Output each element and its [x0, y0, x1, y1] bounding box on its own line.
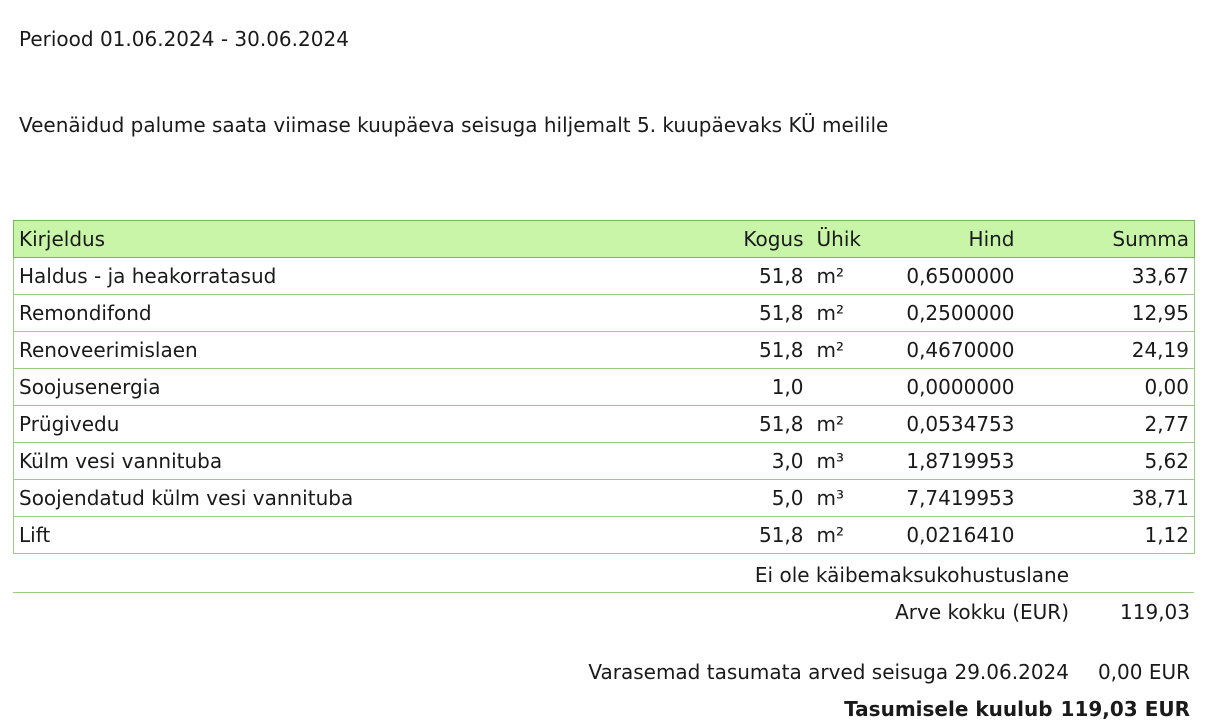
item-sum: 38,71 [1020, 480, 1195, 517]
header-sum: Summa [1020, 221, 1195, 258]
table-row [14, 369, 1195, 406]
amount-due [844, 697, 1190, 721]
item-quantity: 51,8 [614, 295, 809, 332]
item-unit [809, 369, 895, 406]
table-row [14, 332, 1195, 369]
item-description: Remondifond [14, 295, 614, 332]
table-row [14, 480, 1195, 517]
invoice-total-label: Arve kokku (EUR) [895, 600, 1069, 624]
item-quantity: 51,8 [614, 258, 809, 295]
item-unit: m² [809, 258, 895, 295]
previous-unpaid-value: 0,00 EUR [1097, 660, 1190, 684]
header-price: Hind [895, 221, 1020, 258]
item-unit: m² [809, 295, 895, 332]
item-sum: 24,19 [1020, 332, 1195, 369]
header-unit: Ühik [809, 221, 895, 258]
table-row [14, 258, 1195, 295]
amount-due-label: Tasumisele kuulub [844, 697, 1053, 721]
item-description: Soojusenergia [14, 369, 614, 406]
item-sum: 33,67 [1020, 258, 1195, 295]
billing-period: Periood 01.06.2024 - 30.06.2024 [19, 27, 349, 51]
table-row [14, 443, 1195, 480]
invoice-total-value: 119,03 [1120, 600, 1190, 624]
item-quantity: 1,0 [614, 369, 809, 406]
item-quantity: 51,8 [614, 406, 809, 443]
item-price: 0,0000000 [895, 369, 1020, 406]
item-quantity: 51,8 [614, 332, 809, 369]
item-description: Haldus - ja heakorratasud [14, 258, 614, 295]
item-description: Renoveerimislaen [14, 332, 614, 369]
item-quantity: 51,8 [614, 517, 809, 554]
item-unit: m³ [809, 443, 895, 480]
header-description: Kirjeldus [14, 221, 614, 258]
item-price: 0,0534753 [895, 406, 1020, 443]
item-price: 0,4670000 [895, 332, 1020, 369]
previous-unpaid-label: Varasemad tasumata arved seisuga 29.06.2024 [588, 660, 1069, 684]
item-price: 1,8719953 [895, 443, 1020, 480]
amount-due-value: 119,03 EUR [1060, 697, 1190, 721]
table-row [14, 295, 1195, 332]
item-sum: 12,95 [1020, 295, 1195, 332]
item-description: Prügivedu [14, 406, 614, 443]
item-sum: 1,12 [1020, 517, 1195, 554]
table-header-row [14, 221, 1195, 258]
table-row [14, 406, 1195, 443]
item-unit: m² [809, 406, 895, 443]
item-unit: m³ [809, 480, 895, 517]
invoice-items-table [13, 220, 1195, 554]
item-unit: m² [809, 517, 895, 554]
item-description: Soojendatud külm vesi vannituba [14, 480, 614, 517]
item-sum: 2,77 [1020, 406, 1195, 443]
item-unit: m² [809, 332, 895, 369]
table-row [14, 517, 1195, 554]
item-sum: 5,62 [1020, 443, 1195, 480]
summary-divider [13, 592, 1194, 593]
item-price: 0,2500000 [895, 295, 1020, 332]
item-sum: 0,00 [1020, 369, 1195, 406]
item-price: 7,7419953 [895, 480, 1020, 517]
header-quantity: Kogus [614, 221, 809, 258]
item-price: 0,6500000 [895, 258, 1020, 295]
meter-reading-notice: Veenäidud palume saata viimase kuupäeva seisuga hiljemalt 5. kuupäevaks KÜ meilile [19, 113, 889, 137]
item-description: Külm vesi vannituba [14, 443, 614, 480]
item-quantity: 5,0 [614, 480, 809, 517]
vat-note: Ei ole käibemaksukohustuslane [754, 563, 1069, 587]
item-description: Lift [14, 517, 614, 554]
item-quantity: 3,0 [614, 443, 809, 480]
item-price: 0,0216410 [895, 517, 1020, 554]
